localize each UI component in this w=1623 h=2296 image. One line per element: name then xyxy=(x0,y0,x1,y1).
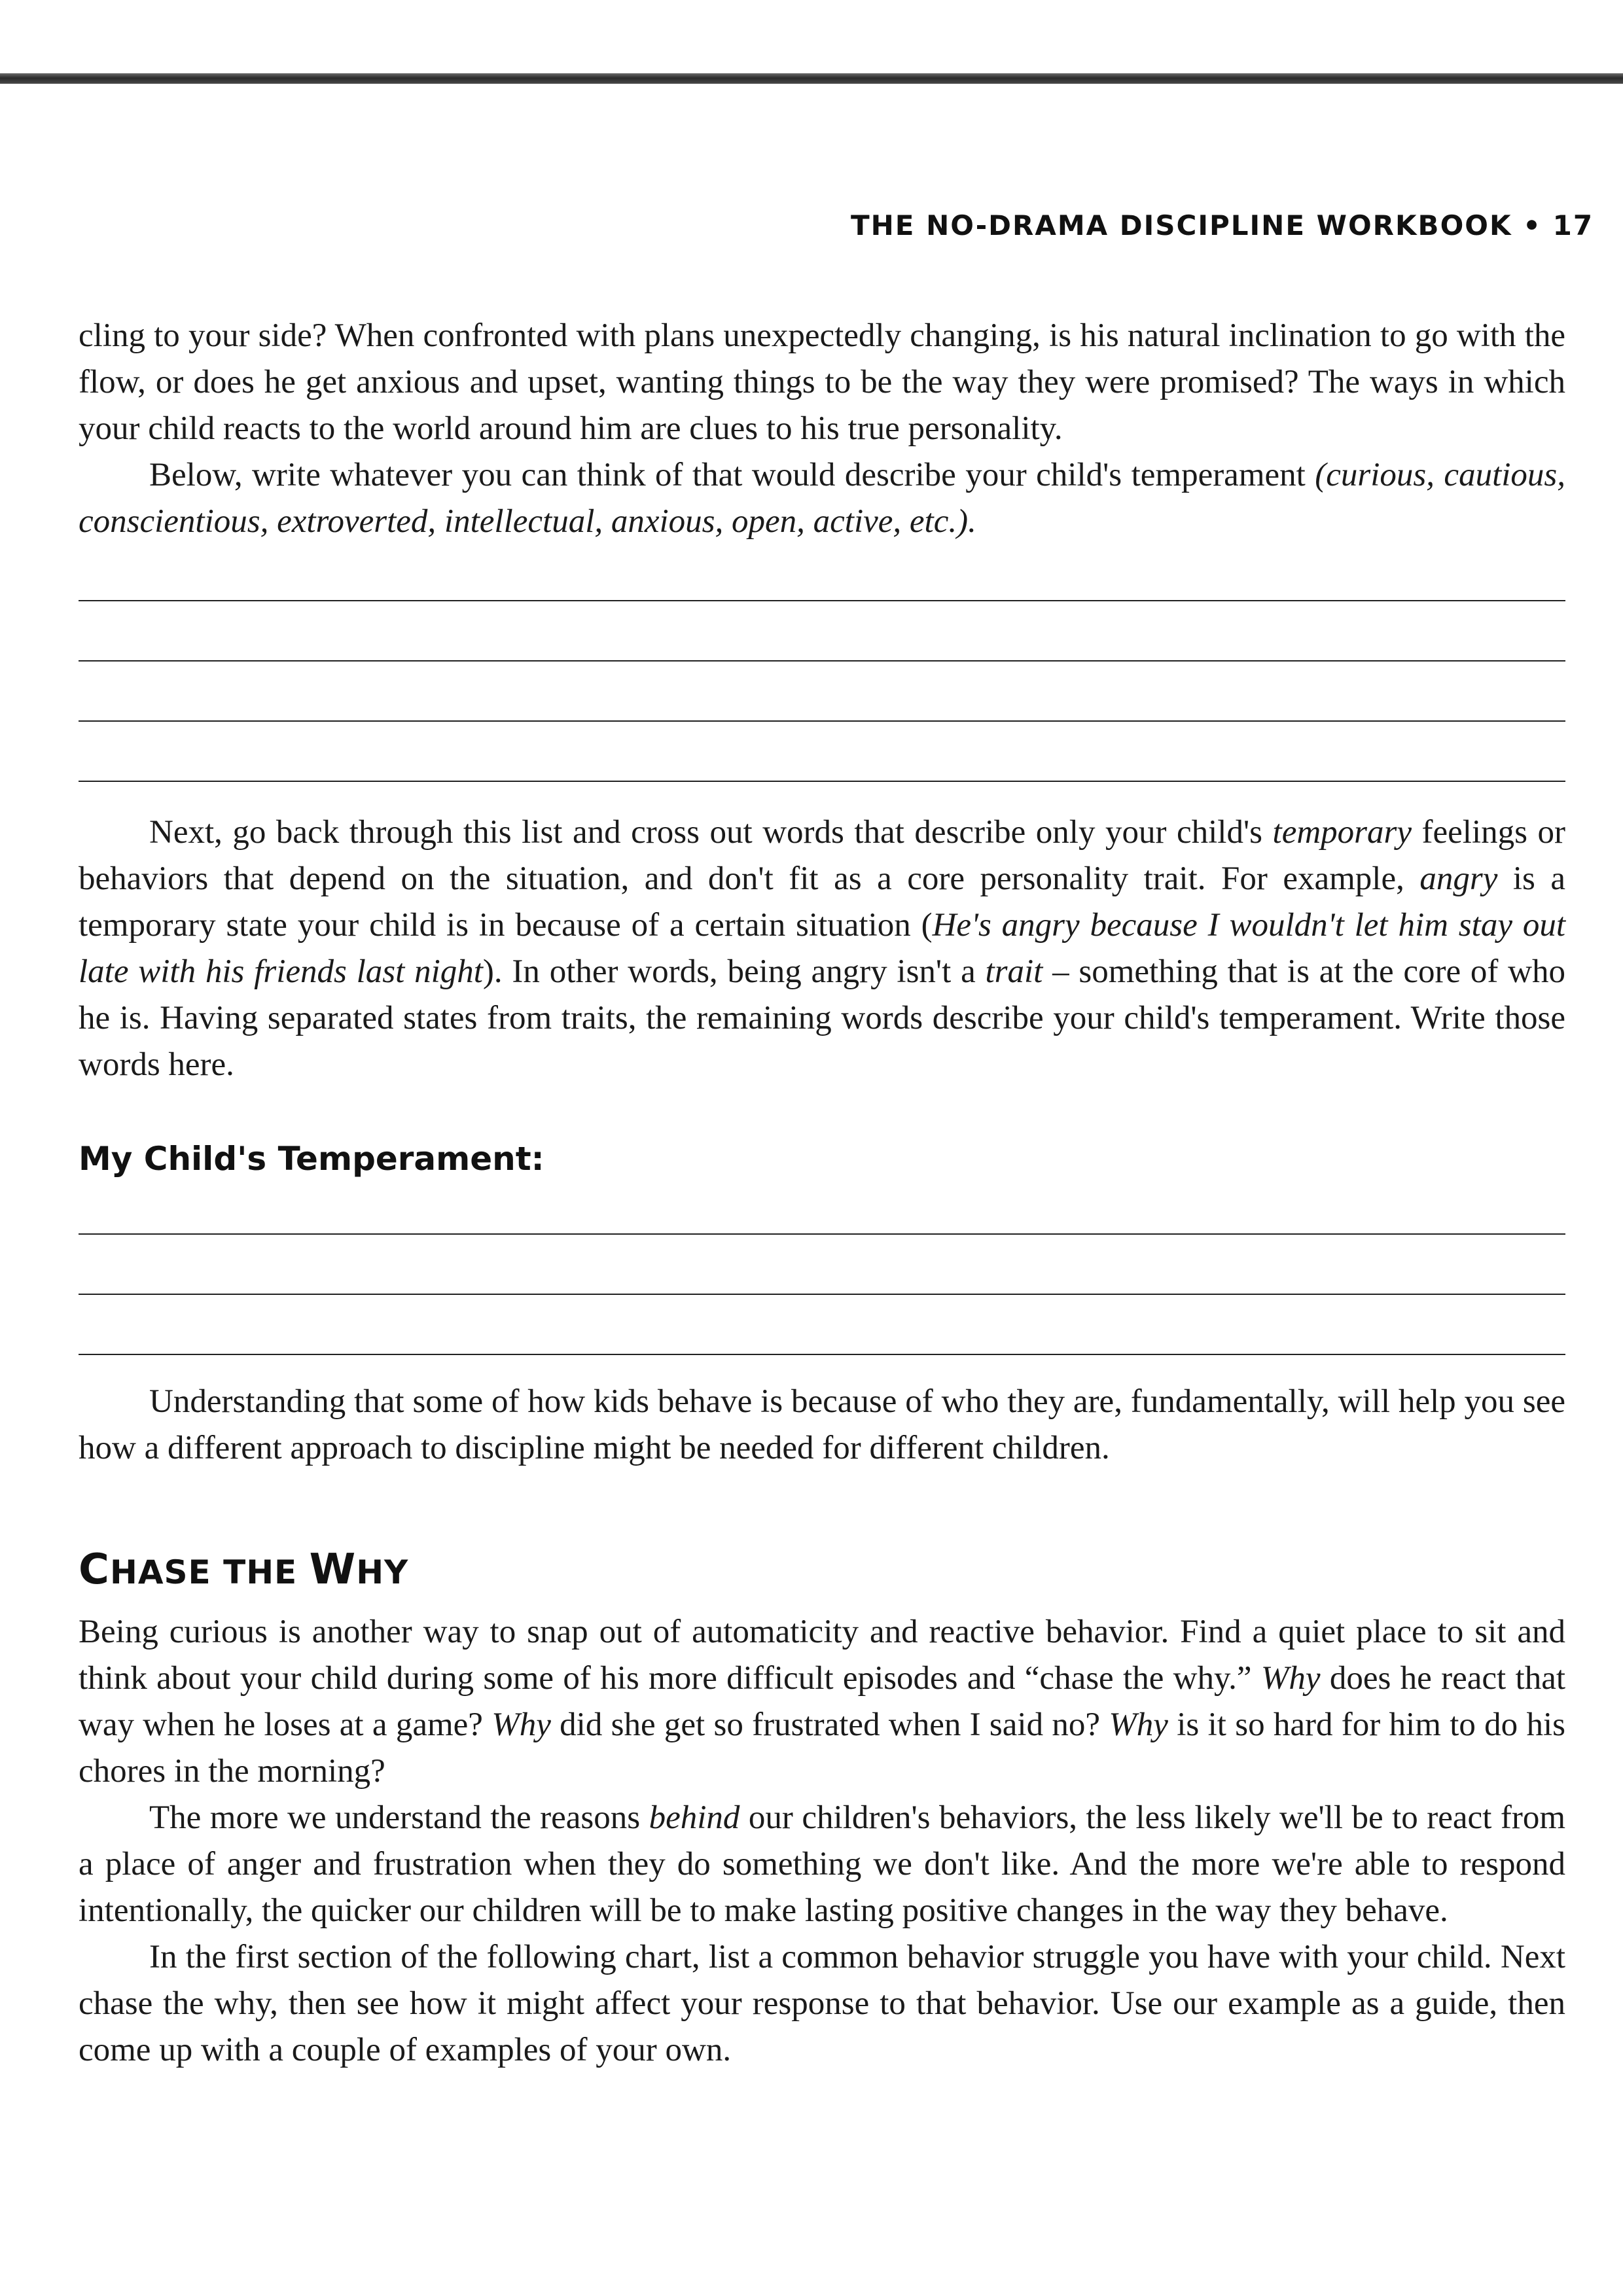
writing-line[interactable] xyxy=(79,601,1565,662)
page-number: 17 xyxy=(1552,209,1594,241)
top-scan-rule xyxy=(0,73,1623,84)
writing-line[interactable] xyxy=(79,1295,1565,1355)
writing-lines-1 xyxy=(79,541,1565,782)
temperament-heading: My Child's Temperament: xyxy=(79,1140,544,1178)
paragraph-understanding-reasons: The more we understand the reasons behind our children's behaviors, the less likely we'll be to react from a place of anger and frustration when they do something we don't like. And the more we're able to respond intentionally, the quicker our children will be to make lasting positive changes in the way they behave. xyxy=(79,1799,1566,1929)
paragraph-chase-why: Being curious is another way to snap out of automaticity and reactive behavior. Find a quiet place to sit and think about your child during some of his more difficult episodes and “chase the why.” Why does he react that way when he loses at a game? Why did she get so frustrated when I said no? Why is it so hard for him to do his chores in the morning? xyxy=(79,1614,1566,1790)
running-title: THE NO-DRAMA DISCIPLINE WORKBOOK xyxy=(851,209,1512,241)
paragraph-states-vs-traits: Next, go back through this list and cross out words that describe only your child's temporary feelings or behaviors that depend on the situation, and don't fit as a core personality trait. For example, angry is a temporary state your child is in because of a certain situation (He's angry because I wouldn't let him stay out late with his friends last night). In other words, being angry isn't a trait – something that is at the core of who he is. Having separated states from traits, the remaining words describe your child's temperament. Write those words here. xyxy=(79,814,1566,1083)
writing-line[interactable] xyxy=(79,662,1565,722)
writing-line[interactable] xyxy=(79,1235,1565,1295)
page-content xyxy=(79,313,1565,2074)
paragraph-understanding: Understanding that some of how kids behave is because of who they are, fundamentally, will help you see how a different approach to discipline might be needed for different children. xyxy=(79,1383,1565,1466)
running-header xyxy=(851,209,1594,241)
writing-line[interactable] xyxy=(79,541,1565,601)
paragraph-chart-instructions: In the first section of the following chart, list a common behavior struggle you have with your child. Next chase the why, then see how it might affect your response to that behavior. Use our example as a guide, then come up with a couple of examples of your own. xyxy=(79,1939,1565,2068)
writing-lines-2 xyxy=(79,1174,1565,1355)
paragraph-continuation: cling to your side? When confronted with plans unexpectedly changing, is his natural inclination to go with the flow, or does he get anxious and upset, wanting things to be the way they were promised? The ways in which your child reacts to the world around him are clues to his true personality. xyxy=(79,317,1565,447)
writing-line[interactable] xyxy=(79,722,1565,782)
temperament-examples: (curious, cautious, conscientious, extroverted, intellectual, anxious, open, active, etc.). xyxy=(79,457,1566,540)
header-separator: • xyxy=(1523,209,1543,241)
writing-line[interactable] xyxy=(79,1174,1565,1235)
paragraph-temperament-prompt: Below, write whatever you can think of that would describe your child's temperament (curious, cautious, conscientious, extroverted, intellectual, anxious, open, active, etc.). xyxy=(79,457,1566,540)
section-heading: CHASE THE WHY xyxy=(79,1545,409,1594)
